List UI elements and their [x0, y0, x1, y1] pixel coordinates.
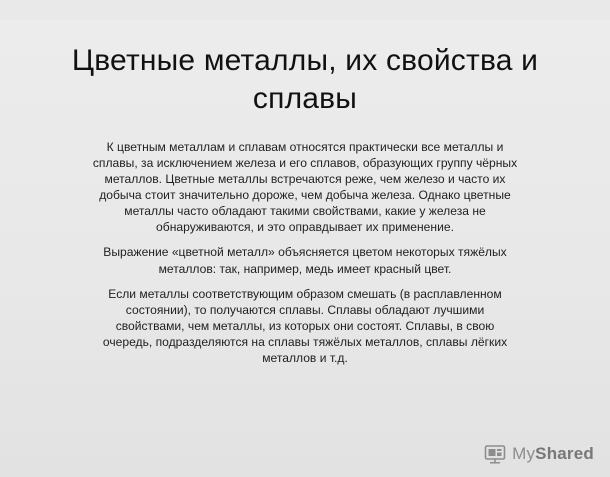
- body-paragraph: Выражение «цветной металл» объясняется цветом некоторых тяжёлых металлов: так, например, медь имеет красный цвет.: [103, 245, 507, 276]
- slide: [0, 20, 610, 477]
- page-title: Цветные металлы, их свойства и сплавы: [71, 44, 539, 116]
- body-paragraph: Если металлы соответствующим образом смешать (в расплавленном состоянии), то получаются сплавы. Сплавы обладают лучшими свойствами, чем металлы, из которых они состоят. Сплавы, в свою очередь, подразделяются на сплавы тяжёлых металлов, сплавы лёгких металлов и т.д.: [102, 286, 508, 365]
- watermark-prefix: My: [512, 444, 536, 464]
- watermark-label: [512, 444, 594, 464]
- watermark-brand: Shared: [535, 444, 594, 464]
- watermark: [484, 443, 594, 465]
- body-paragraph: К цветным металлам и сплавам относятся практически все металлы и сплавы, за исключением железа и его сплавов, образующих группу чёрных металлов. Цветные металлы встречаются реже, чем железо и часто их добыча стоит значительно дороже, чем добыча железа. Однако цветные металлы часто обладают такими свойствами, какие у железа не обнаруживаются, и это оправдывает их применение.: [92, 139, 518, 235]
- projector-screen-icon: [484, 443, 506, 465]
- slide-body: [90, 139, 520, 366]
